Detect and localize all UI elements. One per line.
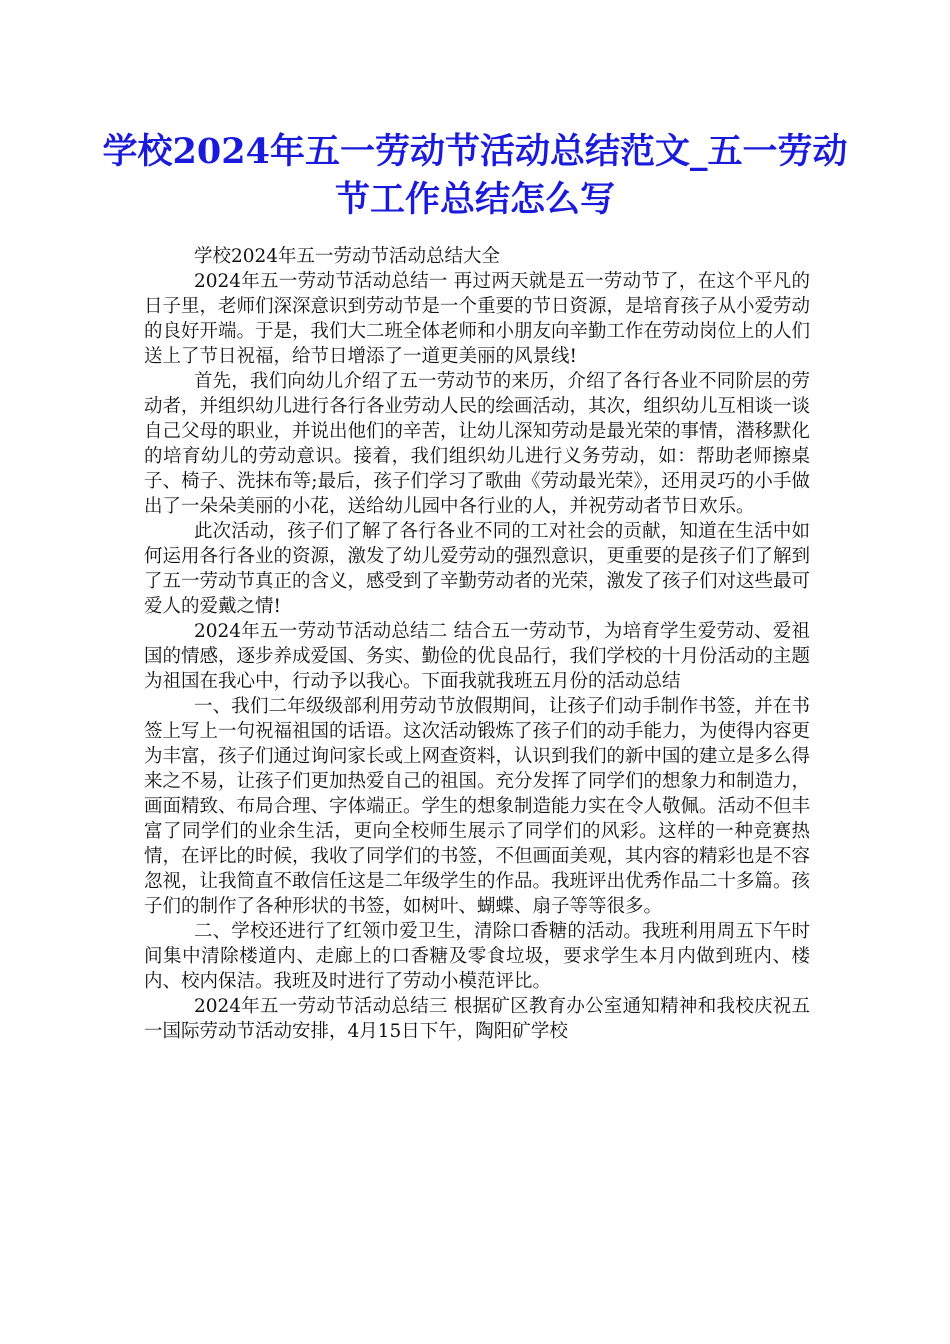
paragraph-outcome: 此次活动，孩子们了解了各行各业不同的工对社会的贡献，知道在生活中如何运用各行各业的资源，激发了幼儿爱劳动的强烈意识，更重要的是孩子们了解到了五一劳动节真正的含义，感受到了辛勤劳动者的光荣，激发了孩子们对这些最可爱人的爱戴之情!: [144, 521, 811, 617]
paragraph-summary-three: 2024年五一劳动节活动总结三 根据矿区教育办公室通知精神和我校庆祝五一国际劳动节活动安排，4月15日下午，陶阳矿学校: [144, 996, 810, 1042]
document-title: 学校2024年五一劳动节活动总结范文_五一劳动节工作总结怎么写: [102, 131, 848, 220]
paragraph-subtitle: 学校2024年五一劳动节活动总结大全: [193, 246, 501, 267]
paragraph-summary-one: 2024年五一劳动节活动总结一 再过两天就是五一劳动节了，在这个平凡的日子里，老师们深深意识到劳动节是一个重要的节日资源，是培育孩子从小爱劳动的良好开端。于是，我们大二班全体老师和小朋友向辛勤工作在劳动岗位上的人们送上了节日祝福，给节日增添了一道更美丽的风景线!: [144, 271, 811, 367]
document-body: [144, 244, 810, 1044]
paragraph-activities: 首先，我们向幼儿介绍了五一劳动节的来历，介绍了各行各业不同阶层的劳动者，并组织幼儿进行各行各业劳动人民的绘画活动，其次，组织幼儿互相谈一谈自己父母的职业，并说出他们的辛苦，让幼儿深知劳动是最光荣的事情，潜移默化的培育幼儿的劳动意识。接着，我们组织幼儿进行义务劳动，如：帮助老师擦桌子、椅子、洗抹布等;最后，孩子们学习了歌曲《劳动最光荣》，还用灵巧的小手做出了一朵朵美丽的小花，送给幼儿园中各行业的人，并祝劳动者节日欢乐。: [144, 371, 811, 517]
paragraph-summary-two: 2024年五一劳动节活动总结二 结合五一劳动节，为培育学生爱劳动、爱祖国的情感，逐步养成爱国、务实、勤俭的优良品行，我们学校的十月份活动的主题为祖国在我心中，行动予以我心。下面我就我班五月份的活动总结: [144, 621, 811, 692]
paragraph-cleaning-activity: 二、学校还进行了红领巾爱卫生，清除口香糖的活动。我班利用周五下午时间集中清除楼道内、走廊上的口香糖及零食垃圾，要求学生本月内做到班内、楼内、校内保洁。我班及时进行了劳动小模范评比。: [144, 921, 810, 992]
paragraph-bookmark-activity: 一、我们二年级级部利用劳动节放假期间，让孩子们动手制作书签，并在书签上写上一句祝福祖国的话语。这次活动锻炼了孩子们的动手能力，为使得内容更为丰富，孩子们通过询问家长或上网查资料，认识到我们的新中国的建立是多么得来之不易，让孩子们更加热爱自己的祖国。充分发挥了同学们的想象力和制造力，画面精致、布局合理、字体端正。学生的想象制造能力实在令人敬佩。活动不但丰富了同学们的业余生活，更向全校师生展示了同学们的风彩。这样的一种竞赛热情，在评比的时候，我收了同学们的书签，不但画面美观，其内容的精彩也是不容忽视，让我简直不敢信任这是二年级学生的作品。我班评出优秀作品二十多篇。孩子们的制作了各种形状的书签，如树叶、蝴蝶、扇子等等很多。: [144, 696, 811, 917]
